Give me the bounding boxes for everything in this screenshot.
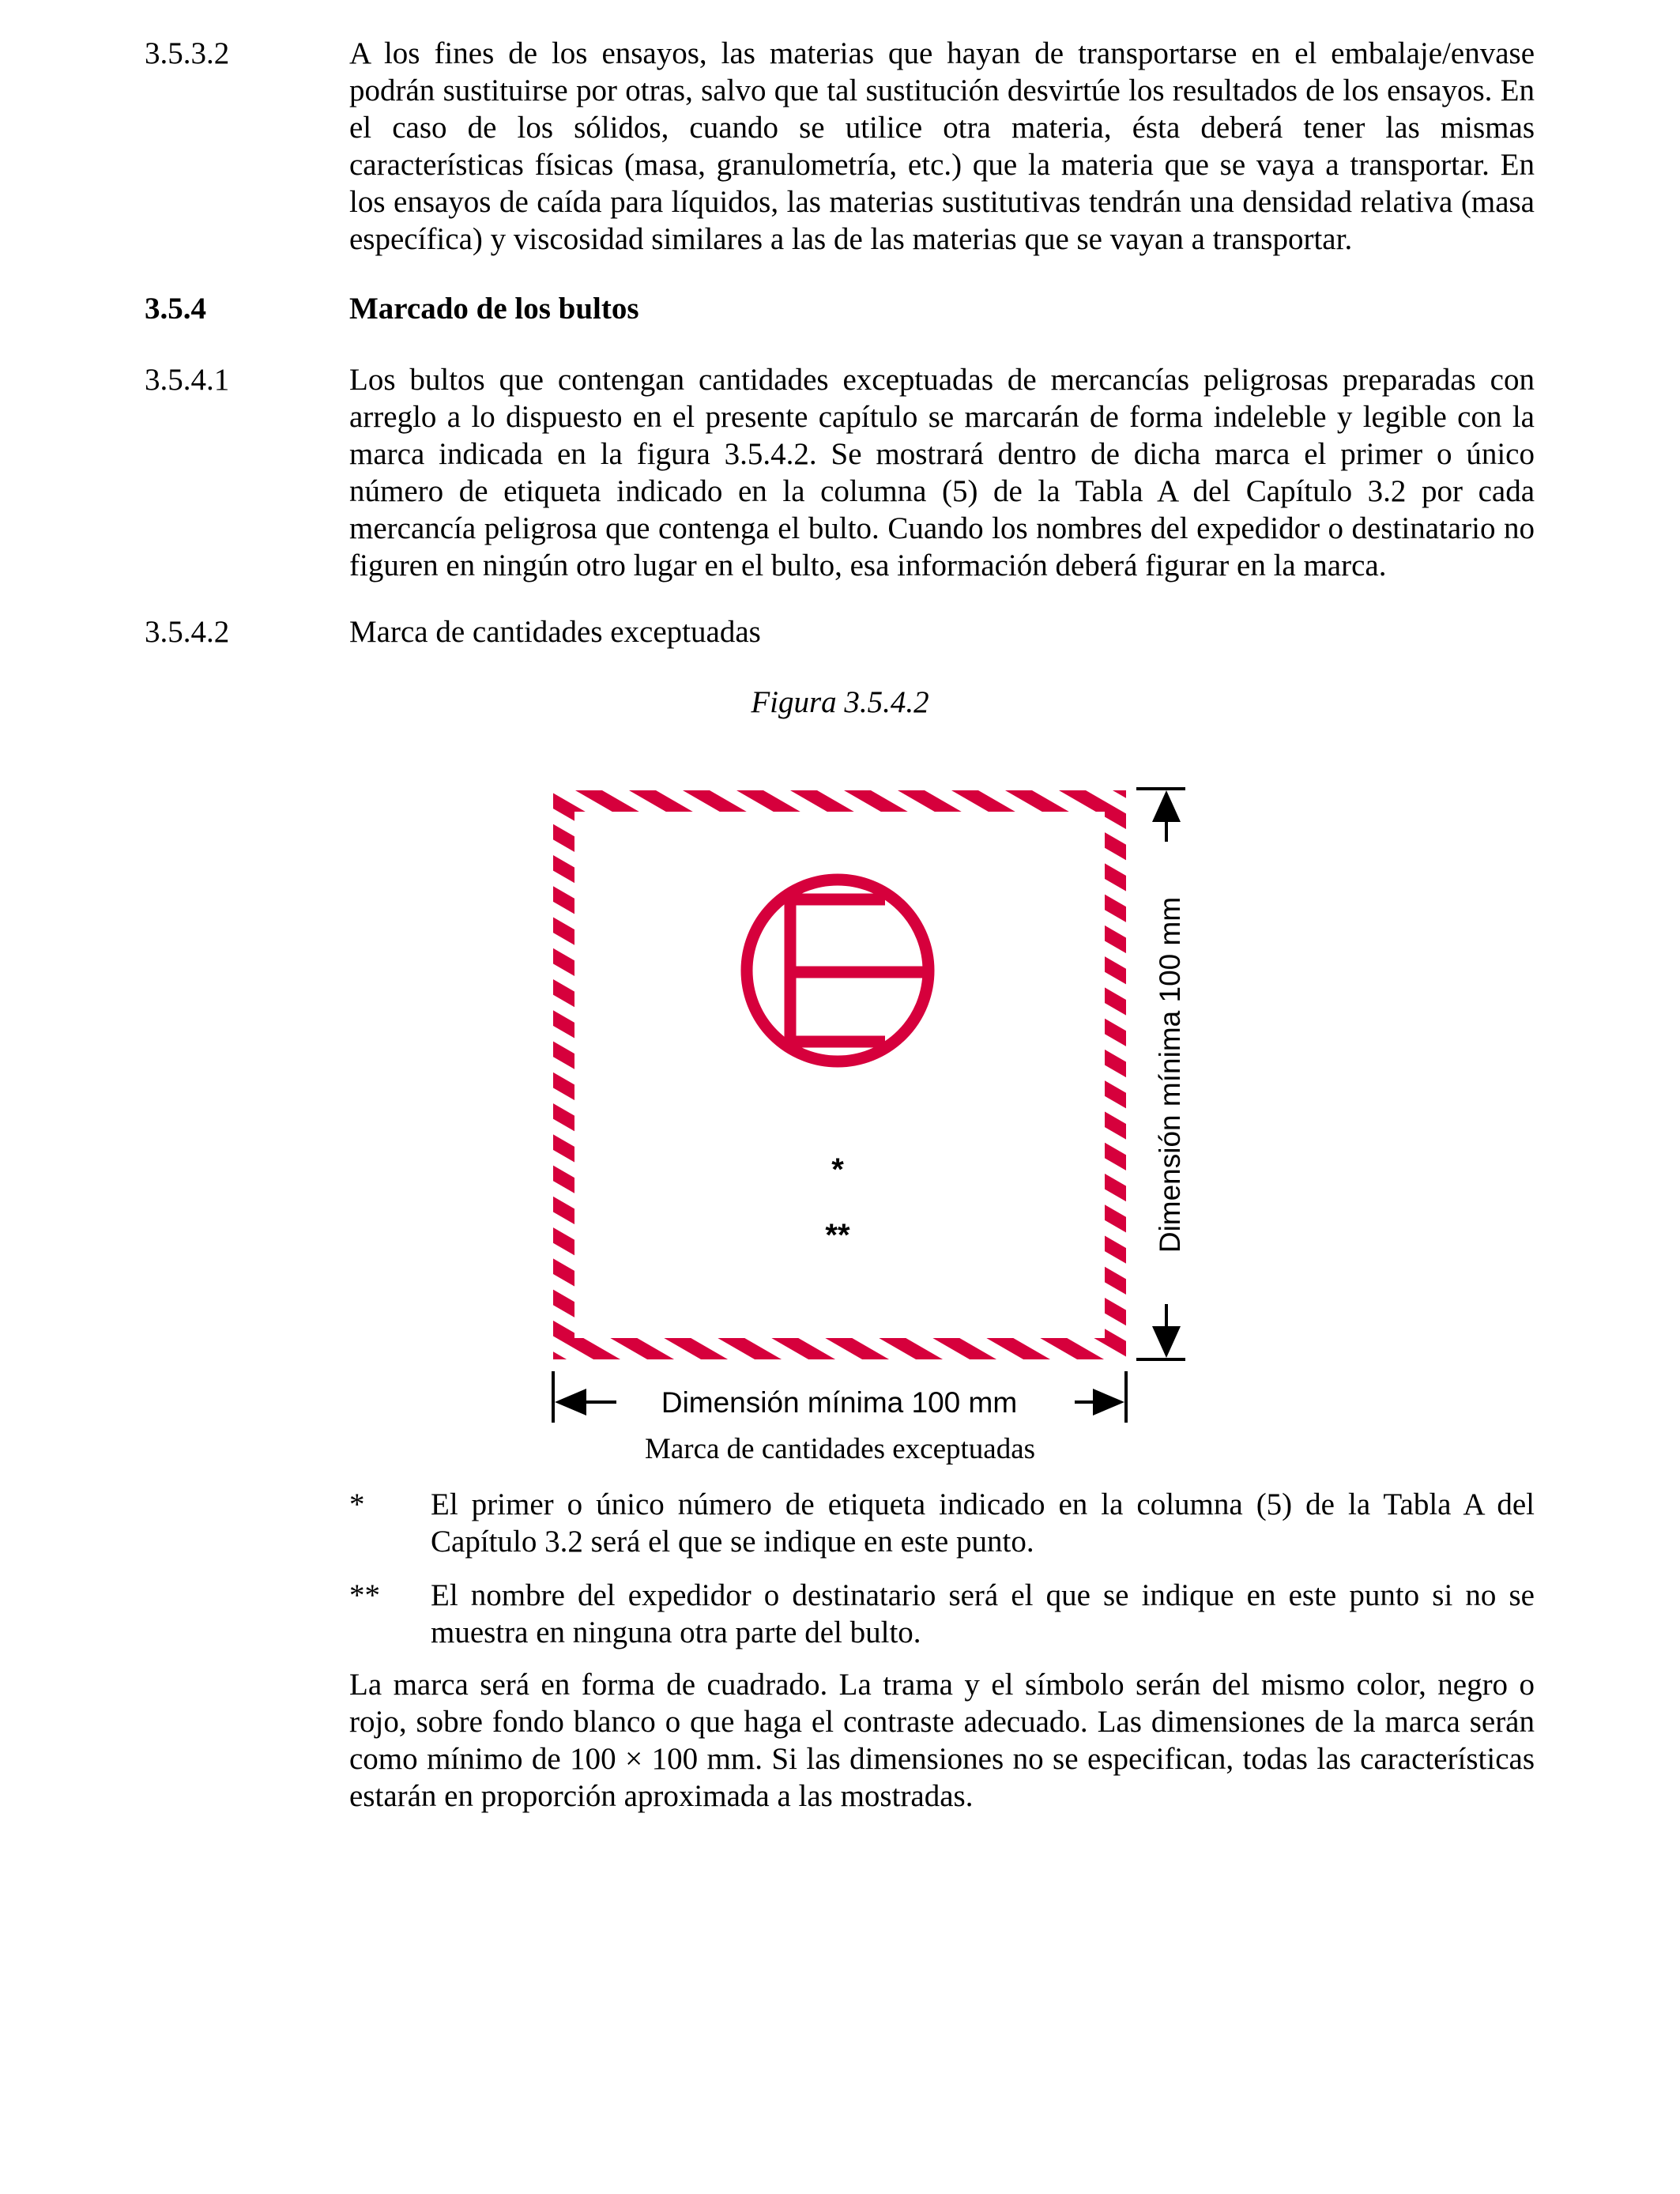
paragraph-3-5-3-2: A los fines de los ensayos, las materias que hayan de transportarse en el embalaje/envase podrán sustituirse por otras, salvo que tal sustitución desvirtúe los resultados de los ensayos. En el caso de los sólidos, cuando se utilice otra materia, ésta deberá tener las mismas características físicas (masa, granulometría, etc.) que la materia que se vaya a transportar. En los ensayos de caída para líquidos, las materias sustitutivas tendrán una densidad relativa (masa específica) y viscosidad similares a las de las materias que se vayan a transportar. bbox=[349, 36, 1535, 256]
paragraph-3-5-4-1: Los bultos que contengan cantidades exceptuadas de mercancías peligrosas preparadas con arreglo a lo dispuesto en el presente capítulo se marcarán de forma indeleble y legible con la marca indicada en la figura 3.5.4.2. Se mostrará dentro de dicha marca el primer o único número de etiqueta indicado en la columna (5) de la Tabla A del Capítulo 3.2 por cada mercancía peligrosa que contenga el bulto. Cuando los nombres del expedidor o destinatario no figuren en ningún otro lugar en el bulto, esa información deberá figurar en la marca. bbox=[349, 363, 1535, 582]
section-number-3-5-3-2: 3.5.3.2 bbox=[145, 36, 230, 70]
arrow-right-icon bbox=[1093, 1389, 1124, 1416]
figure-label: Figura 3.5.4.2 bbox=[751, 685, 929, 719]
placeholder-one-star: * bbox=[831, 1152, 844, 1187]
excepted-quantity-symbol-icon bbox=[747, 880, 929, 1061]
arrow-up-icon bbox=[1152, 790, 1181, 822]
figure-caption: Marca de cantidades exceptuadas bbox=[644, 1433, 1036, 1465]
arrow-down-icon bbox=[1152, 1326, 1181, 1358]
horizontal-dimension-label: Dimensión mínima 100 mm bbox=[661, 1386, 1018, 1419]
section-title-3-5-4: Marcado de los bultos bbox=[349, 292, 639, 326]
section-number-3-5-4-1: 3.5.4.1 bbox=[145, 363, 230, 397]
footnote-mark-1: * bbox=[349, 1487, 365, 1521]
arrow-left-icon bbox=[555, 1389, 586, 1416]
placeholder-two-stars: ** bbox=[825, 1218, 850, 1253]
footnote-text-2: El nombre del expedidor o destinatario será el que se indique en este punto si no se muestra en ninguna otra parte del bulto. bbox=[431, 1578, 1535, 1649]
section-number-3-5-4-2: 3.5.4.2 bbox=[145, 615, 230, 649]
closing-paragraph: La marca será en forma de cuadrado. La trama y el símbolo serán del mismo color, negro o rojo, sobre fondo blanco o que haga el contraste adecuado. Las dimensiones de la marca serán como mínimo de 100 × 100 mm. Si las dimensiones no se especifican, todas las características estarán en proporción aproximada a las mostradas. bbox=[349, 1668, 1535, 1813]
section-title-3-5-4-2: Marca de cantidades exceptuadas bbox=[349, 615, 761, 649]
section-number-3-5-4: 3.5.4 bbox=[145, 292, 206, 326]
footnote-text-1: El primer o único número de etiqueta indicado en la columna (5) de la Tabla A del Capítulo 3.2 será el que se indique en este punto. bbox=[431, 1487, 1535, 1559]
footnote-mark-2: ** bbox=[349, 1578, 380, 1612]
vertical-dimension-label: Dimensión mínima 100 mm bbox=[1154, 896, 1186, 1253]
